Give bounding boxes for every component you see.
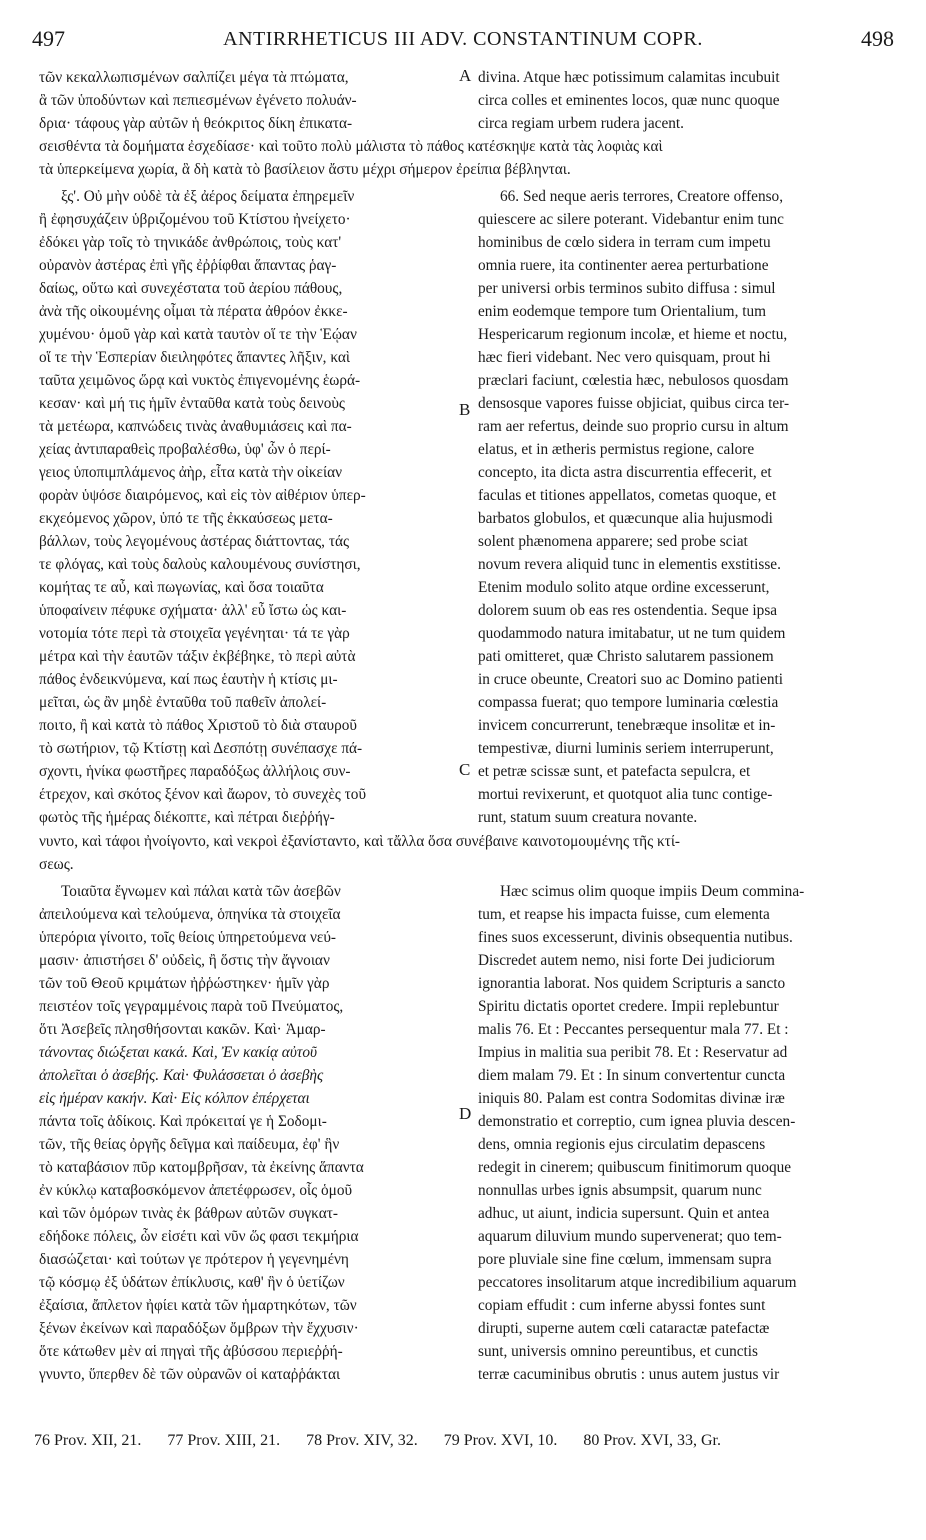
text-line: ἀνὰ τῆς οἰκουμένης οἶμαι τὰ πέρατα ἀθρόον ἐκκε- (39, 303, 348, 320)
text-line: demonstratio et correptio, cum ignea pluvia descen- (478, 1113, 796, 1130)
text-line: ταῦτα χειμῶνος ὥρᾳ καὶ νυκτὸς ἐπιγενομένης ἑωρά- (39, 372, 361, 389)
footnotes (34, 1432, 894, 1450)
text-line: σεως. (39, 856, 74, 873)
text-line: quiescere ac silere poterant. Videbantur enim tunc (478, 211, 784, 228)
text-line: φωτὸς τῆς ἡμέρας διέκοπτε, καὶ πέτραι διεῤῥήγ- (39, 809, 335, 826)
footnote: 79 Prov. XVI, 10. (443, 1432, 558, 1449)
text-line: νυντο, καὶ τάφοι ἠνοίγοντο, καὶ νεκροὶ ἐξανίσταντο, καὶ τἄλλα ὅσα συνέβαινε καινοτομουμένης τῆς κτί- (39, 833, 681, 850)
text-line: et petræ scissæ sunt, et patefacta sepulcra, et (478, 763, 751, 780)
text-line: χυμένου· ὁμοῦ γὰρ καὶ κατὰ ταυτὸν οἵ τε τὴν Ἑῴαν (39, 326, 357, 343)
text-line: κομήτας τε αὖ, καὶ πωγωνίας, καὶ ὅσα τοιαῦτα (39, 579, 324, 596)
margin-marker-d: D (459, 1104, 472, 1123)
text-line: tum, et reapse his impacta fuisse, cum elementa (478, 906, 770, 923)
text-line: densosque vapores fuisse objiciat, quibus circa ter- (478, 395, 790, 412)
text-line: νοτομία τότε περὶ τὰ στοιχεῖα γεγένηται· τά τε γὰρ (39, 625, 350, 642)
greek-column-block-2 (39, 185, 459, 829)
text-line: circa regiam urbem rudera jacent. (478, 115, 684, 132)
text-line: τὸ σωτήριον, τῷ Κτίστῃ καὶ Δεσπότῃ συνέπασχε πά- (39, 740, 363, 757)
text-line: πάθος ἐνδεικνύμενα, καί πως ἑαυτὴν ἡ κτίσις μι- (39, 671, 338, 688)
page-number-left: 497 (32, 26, 65, 51)
text-line: ὅτε κάτωθεν μὲν αἱ πηγαὶ τῆς ἀβύσσου περιεῤῥή- (39, 1343, 343, 1360)
text-line: redegit in cinerem; quibuscum finitimorum quoque (478, 1159, 792, 1176)
text-line: μεῖται, ὡς ἂν μηδὲ ἐνταῦθα τοῦ παθεῖν ἀπολεί- (39, 694, 327, 711)
text-line: dolorem suum ob eas res ostendentia. Seque ipsa (478, 602, 778, 619)
text-line: sunt, universis omnino pereuntibus, et cunctis (478, 1343, 758, 1360)
text-line: ignorantia laborat. Nos quidem Scripturis a sancto (478, 975, 786, 992)
latin-column-block-1 (478, 66, 890, 135)
text-line: terræ cacuminibus obrutis : unus autem justus vir (478, 1366, 780, 1383)
text-line: adhuc, ut aiunt, indicia supersunt. Quin et antea (478, 1205, 770, 1222)
text-line: dens, omnia regionis ejus circulatim depascens (478, 1136, 766, 1153)
greek-spanning-block-1 (39, 135, 890, 181)
text-line: dirupti, superne autem cœli cataractæ patefactæ (478, 1320, 770, 1337)
text-line: aquarum diluvium mundo supervenerat; quo tem- (478, 1228, 782, 1245)
text-line: δαίως, οὕτω καὶ συνεχέστατα τοῦ ἀερίου πάθους, (39, 280, 343, 297)
text-line: βάλλων, τοὺς λεγομένους ἀστέρας διάττοντας, τάς (39, 533, 350, 550)
text-line: καὶ τῶν ὁμόρων τινὰς ἐκ βάθρων αὐτῶν συγκατ- (39, 1205, 338, 1222)
text-line: omnia ruere, ita continenter aerea perturbatione (478, 257, 769, 274)
text-line: κεσαν· καὶ μή τις ἡμῖν ἐνταῦθα κατὰ τοὺς δεινοὺς (39, 395, 345, 412)
text-line: ποιτο, ἢ καὶ κατὰ τὸ πάθος Χριστοῦ τὸ διὰ σταυροῦ (39, 717, 357, 734)
text-line: τάνοντας διώξεται κακά. Καὶ, Ἐν κακίᾳ αὐτοῦ (39, 1044, 318, 1061)
text-line: έτρεχον, καὶ σκότος ξένον καὶ ἄωρον, τὸ συνεχὲς τοῦ (39, 786, 367, 803)
text-line: quodammodo natura imitabatur, ut ne tum quidem (478, 625, 786, 642)
text-line: ὑπερόρια γίνοιτο, τοῖς θείοις ὑπηρετούμενα νεύ- (39, 929, 337, 946)
text-line: ὑποφαίνειν πέφυκε σχήματα· ἀλλ' εὖ ἴστω ὡς και- (39, 602, 347, 619)
text-line: pore pluviale sine fine cœlum, immensam supra (478, 1251, 772, 1268)
text-line: σχοντι, ἡνίκα φωστῆρες παραδόξως ἀλλήλοις συν- (39, 763, 351, 780)
greek-spanning-block-2 (39, 830, 890, 876)
page-number-right: 498 (861, 26, 894, 51)
text-line: τὰ ὑπερκείμενα χωρία, ἃ δὴ κατὰ τὸ βασίλειον ἄστυ μέχρι σήμερον ἐρείπια βέβληνται. (39, 161, 571, 178)
text-line: εἰς ἡμέραν κακήν. Καὶ· Εἰς κόλπον ἐπέρχεται (39, 1090, 310, 1107)
text-line: Discredet autem nemo, nisi forte Dei judiciorum (478, 952, 775, 969)
text-line: fines suos excesserunt, divinis obsequentia nutibus. (478, 929, 793, 946)
text-line: γειος ὑποπιμπλάμενος ἀὴρ, εἶτα κατὰ τὴν οἰκείαν (39, 464, 343, 481)
text-line: Hæc scimus olim quoque impiis Deum commina- (500, 883, 805, 900)
running-header (32, 26, 894, 56)
text-line: τῷ κόσμῳ ἐξ ὑδάτων ἐπίκλυσις, καθ' ἣν ὁ ὑετίζων (39, 1274, 345, 1291)
margin-marker-b: B (459, 400, 471, 419)
text-line: divina. Atque hæc potissimum calamitas incubuit (478, 69, 780, 86)
text-line: ram aer refertus, deinde suo proprio cursu in altum (478, 418, 789, 435)
text-line: per universi orbis terminos subito diffusa : simul (478, 280, 776, 297)
text-line: hæc fieri videbant. Nec vero quisquam, prout hi (478, 349, 771, 366)
text-line: Impius in malitia sua peribit 78. Et : Reservatur ad (478, 1044, 788, 1061)
text-line: ἃ τῶν ὑποδύντων καὶ πεπιεσμένων ἐγένετο πολυάν- (39, 92, 357, 109)
text-line: malis 76. Et : Peccantes persequentur mala 77. Et : (478, 1021, 789, 1038)
text-line: ἀπολεῖται ὁ ἀσεβής. Καὶ· Φυλάσσεται ὁ ἀσεβὴς (39, 1067, 324, 1084)
text-line: 66. Sed neque aeris terrores, Creatore offenso, (500, 188, 784, 205)
text-line: οὐρανὸν ἀστέρας ἐπὶ γῆς ἐῤῥίφθαι ἅπαντας ῥαγ- (39, 257, 337, 274)
text-line: μέτρα καὶ τὴν ἑαυτῶν τάξιν ἐκβέβηκε, τὸ περὶ αὐτὰ (39, 648, 356, 665)
text-line: εδήδοκε πόλεις, ὧν εἰσέτι καὶ νῦν ὥς φασι τεκμήρια (39, 1228, 359, 1245)
text-line: σεισθέντα τὰ δομήματα ἐσχεδίασε· καὶ τοῦτο πολὺ μάλιστα τὸ πάθος κατέσκηψε κατὰ τὰς λοφιὰς καὶ (39, 138, 663, 155)
greek-column-block-3 (39, 880, 459, 1386)
text-line: τὰ μετέωρα, καπνώδεις τινὰς ἀναθυμιάσεις καὶ πα- (39, 418, 352, 435)
text-line: tempestivæ, diurni luminis seriem interruperunt, (478, 740, 774, 757)
text-line: εκχεόμενος χῶρον, ὑπό τε τῆς ἐκκαύσεως μετα- (39, 510, 333, 527)
footnote: 80 Prov. XVI, 33, Gr. (583, 1432, 721, 1449)
text-line: pati omitteret, quæ Christo salutarem passionem (478, 648, 774, 665)
text-line: ἀπειλούμενα καὶ τελούμενα, ὁπηνίκα τὰ στοιχεῖα (39, 906, 341, 923)
text-line: compassa fuerat; quo tempore luminaria cœlestia (478, 694, 779, 711)
text-line: Spiritu dictatis oportet credere. Impii replebuntur (478, 998, 779, 1015)
latin-column-block-3 (478, 880, 890, 1386)
text-line: enim eodemque tempore tum Orientalium, tum (478, 303, 767, 320)
text-line: τῶν τοῦ Θεοῦ κριμάτων ἠῤῥώστηκεν· ἡμῖν γὰρ (39, 975, 330, 992)
text-line: iniquis 80. Palam est contra Sodomitas divinæ iræ (478, 1090, 785, 1107)
text-line: peccatores insolitarum atque incredibilium aquarum (478, 1274, 797, 1291)
text-line: faculas et titiones appellatos, cometas quoque, et (478, 487, 777, 504)
running-title: ANTIRRHETICUS III ADV. CONSTANTINUM COPR. (223, 28, 703, 50)
text-line: διασώζεται· καὶ τούτων γε πρότερον ἡ γεγενημένη (39, 1251, 349, 1268)
greek-column-block-1 (39, 66, 459, 135)
text-line: runt, statum suum creatura novante. (478, 809, 698, 826)
text-line: φορὰν ὑψόσε διαιρόμενος, καὶ εἰς τὸν αἰθέριον ὑπερ- (39, 487, 366, 504)
text-line: nonnullas urbes ignis absumpsit, quarum nunc (478, 1182, 762, 1199)
text-line: τὸ καταβάσιον πῦρ κατομβρῆσαν, τὰ ἐκείνης ἅπαντα (39, 1159, 364, 1176)
text-line: solent phænomena apparere; sed probe sciat (478, 533, 748, 550)
text-line: μασιν· ἀπιστήσει δ' οὐδεὶς, ἢ ὅστις τὴν ἄγνοιαν (39, 952, 330, 969)
text-line: τῶν, τῆς θείας ὀργῆς δεῖγμα καὶ παίδευμα, ἐφ' ἣν (39, 1136, 340, 1153)
text-line: copiam effudit : cum inferne abyssi fontes sunt (478, 1297, 766, 1314)
text-line: τῶν κεκαλλωπισμένων σαλπίζει μέγα τὰ πτώματα, (39, 69, 349, 86)
text-line: γνυντο, ὕπερθεν δὲ τῶν οὐρανῶν οἱ καταῤῥάκται (39, 1366, 341, 1383)
text-line: δρια· τάφους γὰρ αὐτῶν ἡ θεόκριτος δίκη ἐπικατα- (39, 115, 353, 132)
margin-marker-a: A (459, 66, 472, 85)
text-line: ξένων ἐκείνων καὶ παραδόξων ὄμβρων τὴν ἔχχυσιν· (39, 1320, 359, 1337)
text-line: præclari faciunt, cœlestia hæc, nebulosos quosdam (478, 372, 789, 389)
footnote: 78 Prov. XIV, 32. (306, 1432, 418, 1449)
text-line: ὅτι Ἀσεβεῖς πλησθήσονται κακῶν. Καὶ· Ἁμαρ- (39, 1021, 326, 1038)
text-line: diem malam 79. Et : In sinum convertentur cuncta (478, 1067, 786, 1084)
footnote: 77 Prov. XIII, 21. (167, 1432, 281, 1449)
text-line: οἵ τε τὴν Ἑσπερίαν διειληφότες ἅπαντες λῆξιν, καὶ (39, 349, 351, 366)
text-line: circa colles et eminentes locos, quæ nunc quoque (478, 92, 780, 109)
margin-marker-c: C (459, 760, 471, 779)
footnote: 76 Prov. XII, 21. (34, 1432, 142, 1449)
text-line: ξς'. Οὐ μὴν οὐδὲ τὰ ἐξ ἀέρος δείματα ἐπηρεμεῖν (61, 188, 355, 205)
text-line: elatus, et in ætheris permistus regione, calore (478, 441, 755, 458)
text-line: ἐδόκει γὰρ τοῖς τὸ τηνικάδε ἀνθρώποις, τοὺς κατ' (39, 234, 342, 251)
text-line: novum revera aliquid tunc in elementis exstitisse. (478, 556, 781, 573)
text-line: πειστέον τοῖς γεγραμμένοις παρὰ τοῦ Πνεύματος, (39, 998, 344, 1015)
text-line: τε φλόγας, καὶ τοὺς δαλοὺς καλουμένους συνίστησι, (39, 556, 361, 573)
text-line: Etenim modulo solito atque ordine excesserunt, (478, 579, 770, 596)
text-line: hominibus de cœlo sidera in terram cum impetu (478, 234, 771, 251)
text-line: barbatos globulos, et quæcunque alia hujusmodi (478, 510, 773, 527)
text-line: πάντα τοῖς ἀδίκοις. Καὶ πρόκειταί γε ἡ Σοδομι- (39, 1113, 327, 1130)
text-line: Τοιαῦτα ἔγνωμεν καὶ πάλαι κατὰ τῶν ἀσεβῶν (61, 883, 341, 900)
text-line: invicem concurrerunt, tenebræque insolitæ et in- (478, 717, 776, 734)
text-line: concepto, ita dicta astra discurrentia effecerit, et (478, 464, 772, 481)
text-line: χείας ἀντιπαραθεὶς προβαλέσθω, ὑφ' ὧν ὁ περί- (39, 441, 331, 458)
text-line: ἐν κύκλῳ καταβοσκόμενον ἀπετέφρωσεν, οἷς ὁμοῦ (39, 1182, 353, 1199)
latin-column-block-2 (478, 185, 890, 829)
text-line: in cruce obeunte, Creatori suo ac Domino patienti (478, 671, 783, 688)
text-line: ἐξαίσια, ἄπλετον ἠφίει κατὰ τῶν ἡμαρτηκότων, τῶν (39, 1297, 357, 1314)
text-line: mortui revixerunt, et quotquot alia tunc contige- (478, 786, 773, 803)
text-line: Hespericarum regionum incolæ, et hieme et noctu, (478, 326, 788, 343)
text-line: ἢ ἐφησυχάζειν ὑβριζομένου τοῦ Κτίστου ἠνείχετο· (39, 211, 351, 228)
